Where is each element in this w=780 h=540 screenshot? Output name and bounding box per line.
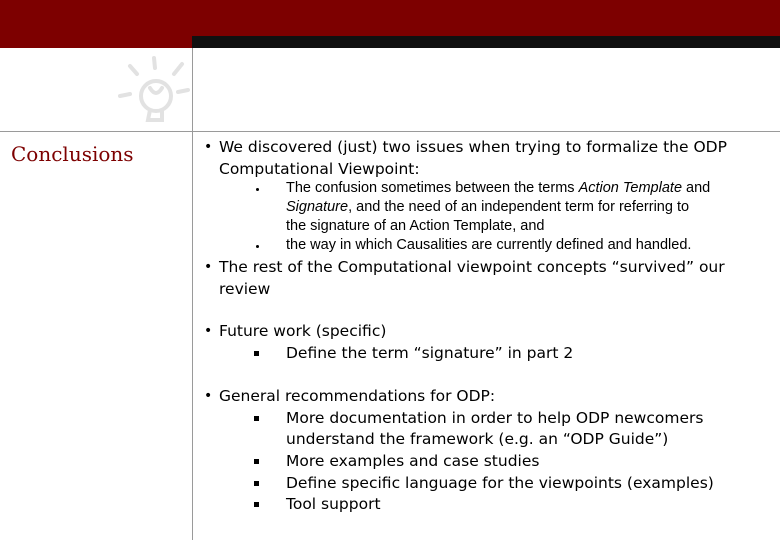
lightbulb-icon (110, 52, 190, 132)
bullet-dot-icon (256, 188, 259, 191)
square-bullet-icon (254, 416, 259, 421)
section-title: Conclusions (11, 142, 134, 166)
bullet-dot-icon: • (204, 388, 213, 404)
bullet-text: We discovered (just) two issues when trying to formalize the ODP (219, 138, 727, 156)
sub-bullet-text: Tool support (286, 495, 381, 513)
sub-bullet-text: The confusion sometimes between the terms Action Template and (286, 180, 711, 196)
bullet-dot-icon: • (204, 323, 213, 339)
bullet-text: The rest of the Computational viewpoint concepts “survived” our (219, 258, 725, 276)
sub-bullet-text: understand the framework (e.g. an “ODP Guide”) (286, 430, 669, 448)
bullet-dot-icon: • (204, 259, 213, 275)
sub-bullet-text: Define specific language for the viewpoints (examples) (286, 474, 714, 492)
square-bullet-icon (254, 459, 259, 464)
square-bullet-icon (254, 351, 259, 356)
square-bullet-icon (254, 481, 259, 486)
bullet-text: Future work (specific) (219, 322, 387, 340)
sub-bullet-text: the way in which Causalities are currently defined and handled. (286, 237, 692, 253)
vertical-divider (192, 48, 193, 540)
sub-bullet-text: Signature, and the need of an independent term for referring to (286, 199, 690, 215)
sub-bullet-text: Define the term “signature” in part 2 (286, 344, 574, 362)
sub-bullet-text: More examples and case studies (286, 452, 540, 470)
bullet-text: Computational Viewpoint: (219, 160, 420, 178)
bullet-dot-icon: • (204, 139, 213, 155)
sub-bullet-text: More documentation in order to help ODP newcomers (286, 409, 704, 427)
sub-bullet-text: the signature of an Action Template, and (286, 218, 545, 234)
bullet-text: review (219, 280, 271, 298)
header-accent-bar (192, 36, 780, 48)
square-bullet-icon (254, 502, 259, 507)
bullet-text: General recommendations for ODP: (219, 387, 496, 405)
bullet-dot-icon (256, 245, 259, 248)
